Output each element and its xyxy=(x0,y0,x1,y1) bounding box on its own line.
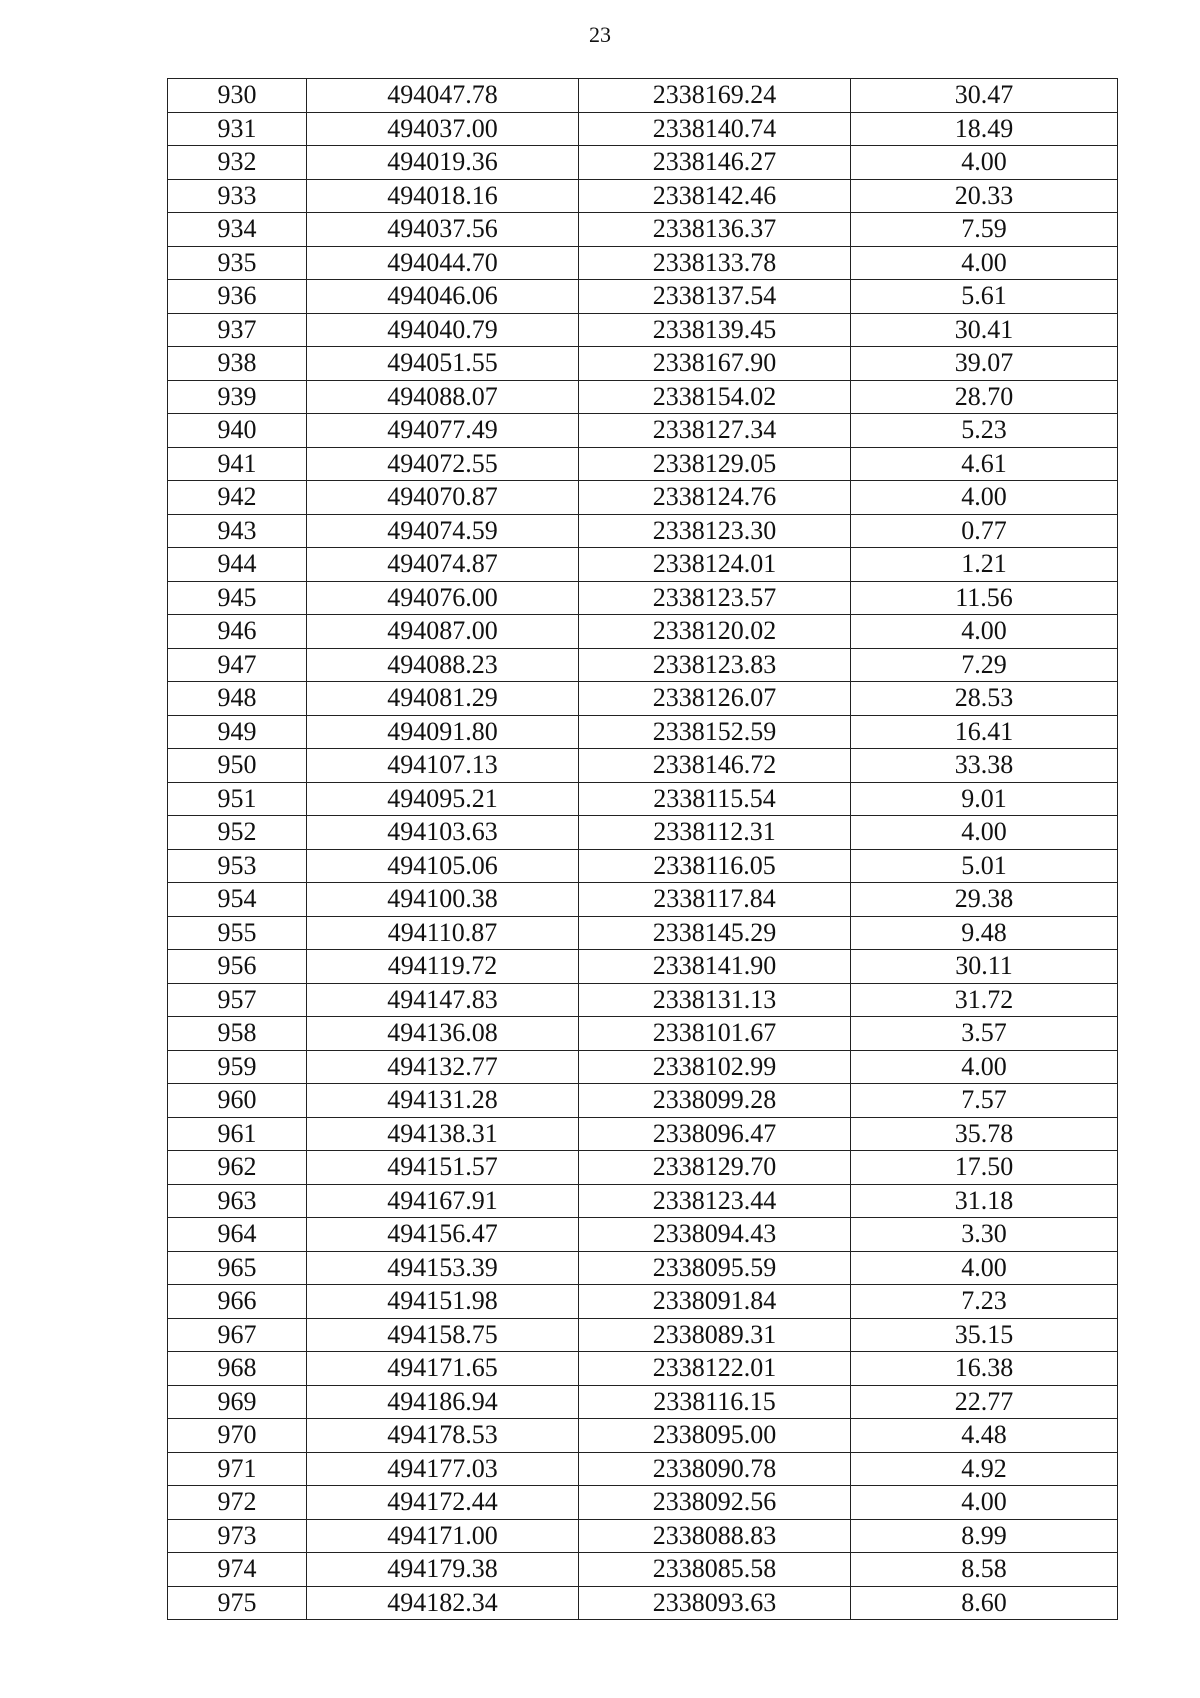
point-number-cell: 968 xyxy=(168,1352,307,1386)
table-row xyxy=(168,548,1118,582)
x-coordinate-cell: 494047.78 xyxy=(307,79,579,113)
point-number-cell: 951 xyxy=(168,782,307,816)
page-number: 23 xyxy=(589,22,611,47)
distance-cell: 31.72 xyxy=(851,983,1118,1017)
table-row xyxy=(168,1151,1118,1185)
x-coordinate-cell: 494177.03 xyxy=(307,1452,579,1486)
distance-cell: 5.23 xyxy=(851,414,1118,448)
table-row xyxy=(168,112,1118,146)
point-number-cell: 970 xyxy=(168,1419,307,1453)
x-coordinate-cell: 494147.83 xyxy=(307,983,579,1017)
y-coordinate-cell: 2338123.44 xyxy=(579,1184,851,1218)
distance-cell: 18.49 xyxy=(851,112,1118,146)
distance-cell: 9.48 xyxy=(851,916,1118,950)
point-number-cell: 973 xyxy=(168,1519,307,1553)
table-row xyxy=(168,715,1118,749)
x-coordinate-cell: 494179.38 xyxy=(307,1553,579,1587)
y-coordinate-cell: 2338096.47 xyxy=(579,1117,851,1151)
table-row xyxy=(168,581,1118,615)
distance-cell: 8.60 xyxy=(851,1586,1118,1620)
x-coordinate-cell: 494074.59 xyxy=(307,514,579,548)
point-number-cell: 956 xyxy=(168,950,307,984)
table-row xyxy=(168,313,1118,347)
distance-cell: 35.78 xyxy=(851,1117,1118,1151)
point-number-cell: 971 xyxy=(168,1452,307,1486)
point-number-cell: 937 xyxy=(168,313,307,347)
y-coordinate-cell: 2338139.45 xyxy=(579,313,851,347)
x-coordinate-cell: 494100.38 xyxy=(307,883,579,917)
distance-cell: 20.33 xyxy=(851,179,1118,213)
y-coordinate-cell: 2338085.58 xyxy=(579,1553,851,1587)
distance-cell: 30.47 xyxy=(851,79,1118,113)
coordinate-table xyxy=(167,78,1118,1620)
point-number-cell: 930 xyxy=(168,79,307,113)
table-row xyxy=(168,1017,1118,1051)
point-number-cell: 935 xyxy=(168,246,307,280)
x-coordinate-cell: 494138.31 xyxy=(307,1117,579,1151)
distance-cell: 1.21 xyxy=(851,548,1118,582)
point-number-cell: 947 xyxy=(168,648,307,682)
table-row xyxy=(168,213,1118,247)
point-number-cell: 938 xyxy=(168,347,307,381)
y-coordinate-cell: 2338101.67 xyxy=(579,1017,851,1051)
table-row xyxy=(168,1586,1118,1620)
y-coordinate-cell: 2338167.90 xyxy=(579,347,851,381)
distance-cell: 3.30 xyxy=(851,1218,1118,1252)
point-number-cell: 942 xyxy=(168,481,307,515)
point-number-cell: 949 xyxy=(168,715,307,749)
table-row xyxy=(168,1385,1118,1419)
table-row xyxy=(168,1117,1118,1151)
table-row xyxy=(168,749,1118,783)
point-number-cell: 936 xyxy=(168,280,307,314)
x-coordinate-cell: 494131.28 xyxy=(307,1084,579,1118)
point-number-cell: 966 xyxy=(168,1285,307,1319)
x-coordinate-cell: 494051.55 xyxy=(307,347,579,381)
y-coordinate-cell: 2338126.07 xyxy=(579,682,851,716)
x-coordinate-cell: 494186.94 xyxy=(307,1385,579,1419)
distance-cell: 4.00 xyxy=(851,1486,1118,1520)
point-number-cell: 961 xyxy=(168,1117,307,1151)
point-number-cell: 972 xyxy=(168,1486,307,1520)
x-coordinate-cell: 494156.47 xyxy=(307,1218,579,1252)
y-coordinate-cell: 2338090.78 xyxy=(579,1452,851,1486)
distance-cell: 30.11 xyxy=(851,950,1118,984)
y-coordinate-cell: 2338133.78 xyxy=(579,246,851,280)
table-row xyxy=(168,347,1118,381)
distance-cell: 4.00 xyxy=(851,246,1118,280)
x-coordinate-cell: 494153.39 xyxy=(307,1251,579,1285)
point-number-cell: 934 xyxy=(168,213,307,247)
y-coordinate-cell: 2338122.01 xyxy=(579,1352,851,1386)
point-number-cell: 969 xyxy=(168,1385,307,1419)
y-coordinate-cell: 2338123.83 xyxy=(579,648,851,682)
point-number-cell: 948 xyxy=(168,682,307,716)
table-row xyxy=(168,1486,1118,1520)
y-coordinate-cell: 2338129.70 xyxy=(579,1151,851,1185)
table-row xyxy=(168,179,1118,213)
x-coordinate-cell: 494037.00 xyxy=(307,112,579,146)
distance-cell: 31.18 xyxy=(851,1184,1118,1218)
y-coordinate-cell: 2338117.84 xyxy=(579,883,851,917)
x-coordinate-cell: 494158.75 xyxy=(307,1318,579,1352)
y-coordinate-cell: 2338146.72 xyxy=(579,749,851,783)
x-coordinate-cell: 494091.80 xyxy=(307,715,579,749)
y-coordinate-cell: 2338115.54 xyxy=(579,782,851,816)
distance-cell: 7.29 xyxy=(851,648,1118,682)
point-number-cell: 945 xyxy=(168,581,307,615)
x-coordinate-cell: 494151.98 xyxy=(307,1285,579,1319)
table-row xyxy=(168,481,1118,515)
y-coordinate-cell: 2338142.46 xyxy=(579,179,851,213)
distance-cell: 30.41 xyxy=(851,313,1118,347)
y-coordinate-cell: 2338112.31 xyxy=(579,816,851,850)
x-coordinate-cell: 494182.34 xyxy=(307,1586,579,1620)
distance-cell: 4.00 xyxy=(851,481,1118,515)
point-number-cell: 952 xyxy=(168,816,307,850)
table-row xyxy=(168,246,1118,280)
point-number-cell: 967 xyxy=(168,1318,307,1352)
table-row xyxy=(168,1452,1118,1486)
table-row xyxy=(168,682,1118,716)
y-coordinate-cell: 2338095.59 xyxy=(579,1251,851,1285)
point-number-cell: 933 xyxy=(168,179,307,213)
x-coordinate-cell: 494076.00 xyxy=(307,581,579,615)
y-coordinate-cell: 2338152.59 xyxy=(579,715,851,749)
distance-cell: 4.00 xyxy=(851,816,1118,850)
x-coordinate-cell: 494151.57 xyxy=(307,1151,579,1185)
y-coordinate-cell: 2338137.54 xyxy=(579,280,851,314)
point-number-cell: 943 xyxy=(168,514,307,548)
table-row xyxy=(168,146,1118,180)
distance-cell: 5.61 xyxy=(851,280,1118,314)
distance-cell: 0.77 xyxy=(851,514,1118,548)
x-coordinate-cell: 494105.06 xyxy=(307,849,579,883)
table-row xyxy=(168,1419,1118,1453)
distance-cell: 17.50 xyxy=(851,1151,1118,1185)
distance-cell: 4.61 xyxy=(851,447,1118,481)
x-coordinate-cell: 494172.44 xyxy=(307,1486,579,1520)
table-row xyxy=(168,1553,1118,1587)
point-number-cell: 957 xyxy=(168,983,307,1017)
distance-cell: 4.00 xyxy=(851,615,1118,649)
table-row xyxy=(168,916,1118,950)
y-coordinate-cell: 2338123.30 xyxy=(579,514,851,548)
point-number-cell: 958 xyxy=(168,1017,307,1051)
y-coordinate-cell: 2338140.74 xyxy=(579,112,851,146)
y-coordinate-cell: 2338092.56 xyxy=(579,1486,851,1520)
y-coordinate-cell: 2338091.84 xyxy=(579,1285,851,1319)
table-row xyxy=(168,849,1118,883)
point-number-cell: 965 xyxy=(168,1251,307,1285)
point-number-cell: 953 xyxy=(168,849,307,883)
point-number-cell: 962 xyxy=(168,1151,307,1185)
point-number-cell: 975 xyxy=(168,1586,307,1620)
y-coordinate-cell: 2338124.76 xyxy=(579,481,851,515)
x-coordinate-cell: 494119.72 xyxy=(307,950,579,984)
distance-cell: 8.58 xyxy=(851,1553,1118,1587)
x-coordinate-cell: 494040.79 xyxy=(307,313,579,347)
y-coordinate-cell: 2338131.13 xyxy=(579,983,851,1017)
point-number-cell: 932 xyxy=(168,146,307,180)
table-row xyxy=(168,79,1118,113)
distance-cell: 22.77 xyxy=(851,1385,1118,1419)
distance-cell: 4.92 xyxy=(851,1452,1118,1486)
y-coordinate-cell: 2338120.02 xyxy=(579,615,851,649)
distance-cell: 7.23 xyxy=(851,1285,1118,1319)
y-coordinate-cell: 2338116.15 xyxy=(579,1385,851,1419)
point-number-cell: 960 xyxy=(168,1084,307,1118)
y-coordinate-cell: 2338093.63 xyxy=(579,1586,851,1620)
table-row xyxy=(168,782,1118,816)
x-coordinate-cell: 494178.53 xyxy=(307,1419,579,1453)
point-number-cell: 931 xyxy=(168,112,307,146)
point-number-cell: 974 xyxy=(168,1553,307,1587)
x-coordinate-cell: 494088.23 xyxy=(307,648,579,682)
y-coordinate-cell: 2338094.43 xyxy=(579,1218,851,1252)
x-coordinate-cell: 494107.13 xyxy=(307,749,579,783)
distance-cell: 7.59 xyxy=(851,213,1118,247)
point-number-cell: 955 xyxy=(168,916,307,950)
table-row xyxy=(168,1318,1118,1352)
distance-cell: 5.01 xyxy=(851,849,1118,883)
x-coordinate-cell: 494070.87 xyxy=(307,481,579,515)
x-coordinate-cell: 494132.77 xyxy=(307,1050,579,1084)
distance-cell: 4.00 xyxy=(851,1251,1118,1285)
distance-cell: 3.57 xyxy=(851,1017,1118,1051)
point-number-cell: 963 xyxy=(168,1184,307,1218)
distance-cell: 16.38 xyxy=(851,1352,1118,1386)
x-coordinate-cell: 494110.87 xyxy=(307,916,579,950)
table-row xyxy=(168,1519,1118,1553)
y-coordinate-cell: 2338141.90 xyxy=(579,950,851,984)
x-coordinate-cell: 494171.65 xyxy=(307,1352,579,1386)
x-coordinate-cell: 494081.29 xyxy=(307,682,579,716)
distance-cell: 9.01 xyxy=(851,782,1118,816)
distance-cell: 4.00 xyxy=(851,146,1118,180)
y-coordinate-cell: 2338116.05 xyxy=(579,849,851,883)
table-row xyxy=(168,1084,1118,1118)
x-coordinate-cell: 494171.00 xyxy=(307,1519,579,1553)
point-number-cell: 939 xyxy=(168,380,307,414)
y-coordinate-cell: 2338088.83 xyxy=(579,1519,851,1553)
x-coordinate-cell: 494046.06 xyxy=(307,280,579,314)
table-row xyxy=(168,1184,1118,1218)
y-coordinate-cell: 2338102.99 xyxy=(579,1050,851,1084)
y-coordinate-cell: 2338136.37 xyxy=(579,213,851,247)
distance-cell: 28.70 xyxy=(851,380,1118,414)
point-number-cell: 941 xyxy=(168,447,307,481)
point-number-cell: 944 xyxy=(168,548,307,582)
x-coordinate-cell: 494072.55 xyxy=(307,447,579,481)
x-coordinate-cell: 494087.00 xyxy=(307,615,579,649)
point-number-cell: 954 xyxy=(168,883,307,917)
x-coordinate-cell: 494018.16 xyxy=(307,179,579,213)
y-coordinate-cell: 2338146.27 xyxy=(579,146,851,180)
distance-cell: 28.53 xyxy=(851,682,1118,716)
table-row xyxy=(168,514,1118,548)
x-coordinate-cell: 494074.87 xyxy=(307,548,579,582)
y-coordinate-cell: 2338127.34 xyxy=(579,414,851,448)
y-coordinate-cell: 2338089.31 xyxy=(579,1318,851,1352)
y-coordinate-cell: 2338095.00 xyxy=(579,1419,851,1453)
distance-cell: 16.41 xyxy=(851,715,1118,749)
distance-cell: 33.38 xyxy=(851,749,1118,783)
point-number-cell: 950 xyxy=(168,749,307,783)
table-row xyxy=(168,1285,1118,1319)
x-coordinate-cell: 494167.91 xyxy=(307,1184,579,1218)
y-coordinate-cell: 2338169.24 xyxy=(579,79,851,113)
point-number-cell: 964 xyxy=(168,1218,307,1252)
distance-cell: 4.00 xyxy=(851,1050,1118,1084)
x-coordinate-cell: 494037.56 xyxy=(307,213,579,247)
table-row xyxy=(168,414,1118,448)
distance-cell: 11.56 xyxy=(851,581,1118,615)
distance-cell: 35.15 xyxy=(851,1318,1118,1352)
y-coordinate-cell: 2338129.05 xyxy=(579,447,851,481)
y-coordinate-cell: 2338145.29 xyxy=(579,916,851,950)
table-row xyxy=(168,280,1118,314)
y-coordinate-cell: 2338154.02 xyxy=(579,380,851,414)
table-row xyxy=(168,1251,1118,1285)
y-coordinate-cell: 2338099.28 xyxy=(579,1084,851,1118)
table-row xyxy=(168,816,1118,850)
table-row xyxy=(168,1352,1118,1386)
table-row xyxy=(168,380,1118,414)
x-coordinate-cell: 494044.70 xyxy=(307,246,579,280)
x-coordinate-cell: 494095.21 xyxy=(307,782,579,816)
distance-cell: 8.99 xyxy=(851,1519,1118,1553)
table-body xyxy=(168,79,1118,1620)
table-row xyxy=(168,950,1118,984)
x-coordinate-cell: 494103.63 xyxy=(307,816,579,850)
point-number-cell: 946 xyxy=(168,615,307,649)
table-row xyxy=(168,447,1118,481)
table-row xyxy=(168,883,1118,917)
table-row xyxy=(168,983,1118,1017)
table-row xyxy=(168,648,1118,682)
point-number-cell: 959 xyxy=(168,1050,307,1084)
x-coordinate-cell: 494136.08 xyxy=(307,1017,579,1051)
table-row xyxy=(168,1050,1118,1084)
table-row xyxy=(168,615,1118,649)
distance-cell: 39.07 xyxy=(851,347,1118,381)
x-coordinate-cell: 494019.36 xyxy=(307,146,579,180)
table-row xyxy=(168,1218,1118,1252)
y-coordinate-cell: 2338123.57 xyxy=(579,581,851,615)
distance-cell: 7.57 xyxy=(851,1084,1118,1118)
point-number-cell: 940 xyxy=(168,414,307,448)
distance-cell: 29.38 xyxy=(851,883,1118,917)
x-coordinate-cell: 494088.07 xyxy=(307,380,579,414)
x-coordinate-cell: 494077.49 xyxy=(307,414,579,448)
y-coordinate-cell: 2338124.01 xyxy=(579,548,851,582)
distance-cell: 4.48 xyxy=(851,1419,1118,1453)
